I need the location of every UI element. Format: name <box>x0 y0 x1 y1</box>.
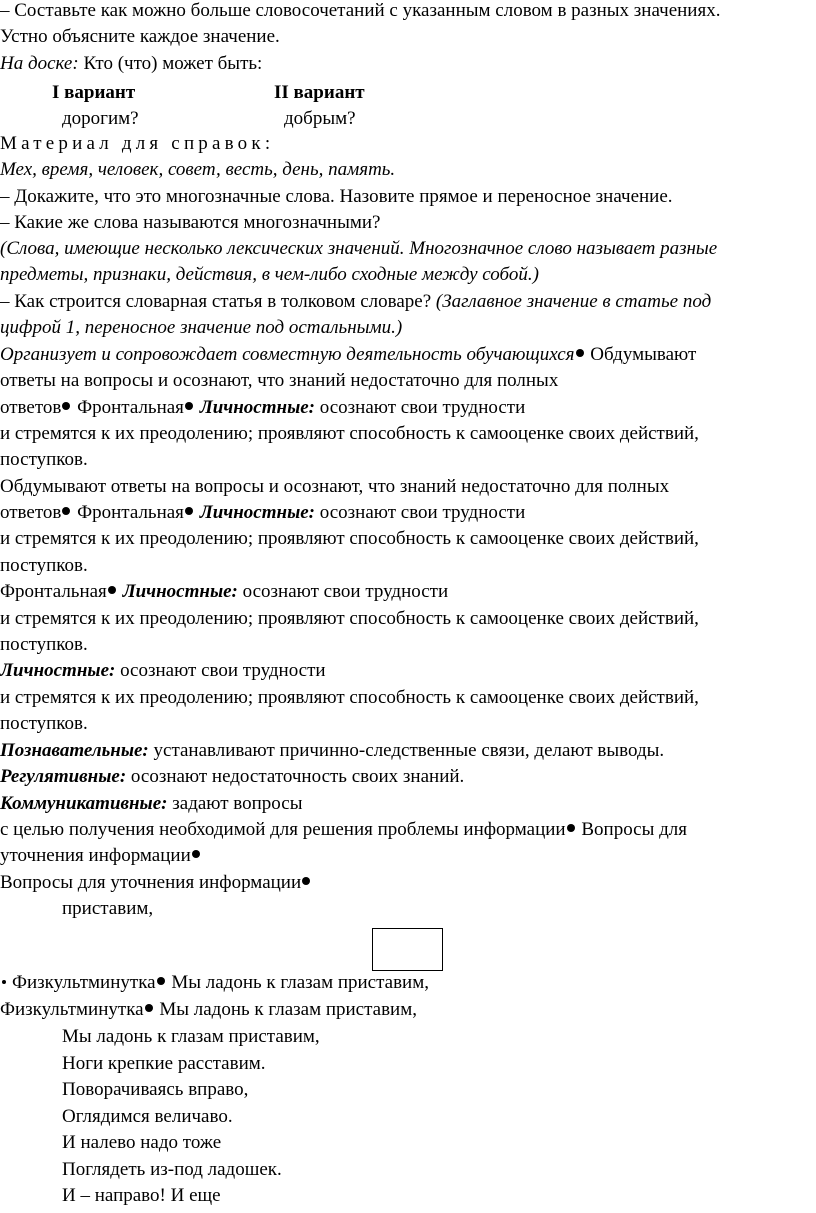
bullet-icon <box>302 877 310 885</box>
text: и стремятся к их преодолению; проявляют способность к самооценке своих действий, <box>0 528 699 549</box>
text: осознают свои трудности <box>315 397 526 418</box>
text: Мех, время, человек, совет, весть, день, память. <box>0 159 396 180</box>
text: поступков. <box>0 713 88 734</box>
text: Вопросы для <box>576 819 688 840</box>
answer-definition-cont <box>0 262 539 288</box>
bullet-icon <box>145 1004 153 1012</box>
text: задают вопросы <box>167 793 303 814</box>
physical-break-line <box>0 970 429 996</box>
variant-1-heading <box>52 80 135 106</box>
text: осознают свои трудности <box>237 581 449 602</box>
text: Материал для справок: <box>0 133 275 154</box>
text: и стремятся к их преодолению; проявляют способность к самооценке своих действий, <box>0 608 699 629</box>
text: Вопросы для уточнения информации <box>0 872 302 893</box>
text: Обдумывают ответы на вопросы и осознают, что знаний недостаточно для полных <box>0 476 670 497</box>
label-cognitive: Познавательные: <box>0 740 149 761</box>
text: Физкультминутка <box>12 972 156 993</box>
text: Мы ладонь к глазам приставим, <box>62 1026 320 1047</box>
regulatory-line <box>0 764 464 790</box>
empty-frame <box>372 928 443 971</box>
activity-line-cont <box>0 553 88 579</box>
text: Физкультминутка <box>0 999 144 1020</box>
physical-break-line <box>0 997 417 1023</box>
text: Устно объясните каждое значение. <box>0 26 280 47</box>
question-dictionary <box>0 289 711 315</box>
communicative-line <box>0 791 302 817</box>
activity-line-cont <box>0 368 558 394</box>
text: – Составьте как можно больше словосочетаний с указанным словом в разных значениях. <box>0 0 721 21</box>
activity-line-cont <box>0 421 699 447</box>
text: II вариант <box>274 82 365 103</box>
text: I вариант <box>52 82 136 103</box>
activity-line <box>0 474 669 500</box>
bullet-icon <box>108 586 116 594</box>
bullet-icon <box>157 977 165 985</box>
text: ответов <box>0 397 62 418</box>
question-polysemous <box>0 210 380 236</box>
bullet-icon <box>62 402 70 410</box>
text: устанавливают причинно-следственные связи, делают выводы. <box>148 740 665 761</box>
activity-line-cont <box>0 395 525 421</box>
answer-definition <box>0 236 717 262</box>
text: Поворачиваясь вправо, <box>62 1079 249 1100</box>
activity-line <box>0 658 326 684</box>
activity-line-cont <box>0 632 88 658</box>
small-bullet-icon <box>2 980 6 984</box>
question-prove <box>0 184 673 210</box>
text: И – направо! И еще <box>62 1185 221 1206</box>
poem-line <box>62 1024 320 1050</box>
text: и стремятся к их преодолению; проявляют способность к самооценке своих действий, <box>0 423 699 444</box>
poem-line <box>62 1130 221 1156</box>
text: поступков. <box>0 555 88 576</box>
text: Мы ладонь к глазам приставим, <box>166 972 429 993</box>
activity-line <box>0 342 696 368</box>
text: уточнения информации <box>0 845 191 866</box>
communicative-line <box>0 870 312 896</box>
text: Оглядимся величаво. <box>62 1106 233 1127</box>
label-personal: Личностные: <box>194 397 316 418</box>
text: (Слова, имеющие несколько лексических значений. Многозначное слово называет разные <box>0 238 718 259</box>
text: приставим, <box>62 898 154 919</box>
text: и стремятся к их преодолению; проявляют способность к самооценке своих действий, <box>0 687 699 708</box>
activity-line-cont <box>0 685 699 711</box>
poem-line <box>62 1183 221 1209</box>
activity-line-cont <box>0 711 88 737</box>
poem-line <box>62 1077 248 1103</box>
activity-line <box>0 579 448 605</box>
activity-line-cont <box>0 447 88 473</box>
poem-line <box>62 1104 233 1130</box>
text: цифрой 1, переносное значение под остальными.) <box>0 317 403 338</box>
text: – Как строится словарная статья в толковом словаре? <box>0 291 436 312</box>
answer-text: (Заглавное значение в статье под <box>435 291 712 312</box>
text: поступков. <box>0 449 88 470</box>
bullet-icon <box>62 507 70 515</box>
text: Фронтальная <box>72 397 184 418</box>
text: И налево надо тоже <box>62 1132 222 1153</box>
text: ответов <box>0 502 62 523</box>
text: предметы, признаки, действия, в чем-либо сходные между собой.) <box>0 264 539 285</box>
label-personal: Личностные: <box>117 581 238 602</box>
text: Фронтальная <box>0 581 107 602</box>
communicative-line-cont <box>0 843 202 869</box>
label-regulatory: Регулятивные: <box>0 766 127 787</box>
answer-dictionary-cont <box>0 315 402 341</box>
activity-line-cont <box>0 606 699 632</box>
variant-2-word <box>284 106 356 132</box>
text: – Какие же слова называются многозначными? <box>0 212 381 233</box>
text: Организует и сопровождает совместную деятельность обучающихся <box>0 344 575 365</box>
text: Обдумывают <box>585 344 697 365</box>
text: Кто (что) может быть: <box>78 53 263 74</box>
text: добрым? <box>284 108 356 129</box>
reference-label <box>0 131 274 157</box>
board-label: На доске: <box>0 53 79 74</box>
bullet-icon <box>192 850 200 858</box>
text: осознают недостаточность своих знаний. <box>126 766 465 787</box>
task-instruction <box>0 0 720 24</box>
text: Фронтальная <box>72 502 184 523</box>
poem-line <box>62 1157 282 1183</box>
cognitive-line <box>0 738 664 764</box>
text: ответы на вопросы и осознают, что знаний недостаточно для полных <box>0 370 559 391</box>
text: Ноги крепкие расставим. <box>62 1053 266 1074</box>
communicative-line-cont <box>0 817 687 843</box>
text: поступков. <box>0 634 88 655</box>
text: Поглядеть из-под ладошек. <box>62 1159 282 1180</box>
text: осознают свои трудности <box>115 660 326 681</box>
reference-words <box>0 157 395 183</box>
label-personal: Личностные: <box>0 660 116 681</box>
bullet-icon <box>576 349 584 357</box>
task-instruction-cont <box>0 24 280 50</box>
bullet-icon <box>567 824 575 832</box>
bullet-icon <box>185 507 193 515</box>
variant-2-heading <box>274 80 365 106</box>
text: с целью получения необходимой для решения проблемы информации <box>0 819 566 840</box>
poem-line <box>62 1051 266 1077</box>
poem-fragment <box>62 896 153 922</box>
variant-1-word <box>62 106 139 132</box>
text: – Докажите, что это многозначные слова. Назовите прямое и переносное значение. <box>0 186 673 207</box>
board-line <box>0 51 262 77</box>
text: Мы ладонь к глазам приставим, <box>154 999 417 1020</box>
label-personal: Личностные: <box>194 502 316 523</box>
text: дорогим? <box>62 108 139 129</box>
activity-line-cont <box>0 500 525 526</box>
text: осознают свои трудности <box>315 502 526 523</box>
bullet-icon <box>185 402 193 410</box>
activity-line-cont <box>0 526 699 552</box>
label-communicative: Коммуникативные: <box>0 793 168 814</box>
